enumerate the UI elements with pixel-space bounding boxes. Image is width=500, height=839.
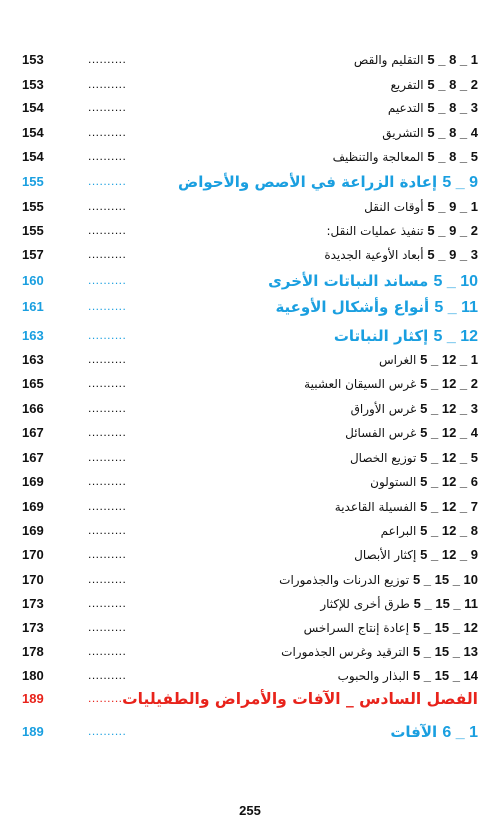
toc-leader-dots: .......... — [88, 523, 127, 537]
toc-leader-dots: .......... — [88, 125, 127, 139]
toc-title — [268, 269, 478, 293]
toc-page-number: 167 — [22, 425, 44, 440]
toc-section-number: 5 _ 11 — [434, 299, 478, 316]
toc-section-number: 5 _ 12 _ 9 — [420, 547, 478, 562]
toc-leader-dots: .......... — [88, 273, 127, 287]
toc-title — [320, 592, 478, 616]
toc-title — [381, 519, 478, 543]
toc-title — [350, 446, 478, 470]
toc-leader-dots: .......... — [88, 724, 127, 738]
toc-title — [122, 687, 478, 711]
toc-page-number: 169 — [22, 523, 44, 538]
toc-section-number: 5 _ 15 _ 13 — [412, 644, 478, 659]
toc-title-text: التشريق — [382, 126, 424, 140]
toc-entry — [0, 397, 500, 421]
toc-entry — [0, 687, 500, 711]
toc-section-number: 5 _ 8 _ 3 — [427, 100, 478, 115]
toc-title — [351, 397, 478, 421]
toc-section-number: 5 _ 12 _ 4 — [420, 425, 478, 440]
toc-leader-dots: .......... — [88, 547, 127, 561]
toc-page-number: 154 — [22, 125, 44, 140]
toc-leader-dots: .......... — [88, 149, 127, 163]
toc-entry — [0, 495, 500, 519]
toc-title-text: الغراس — [378, 353, 417, 367]
toc-leader-dots: .......... — [88, 100, 127, 114]
toc-section-number: 5 _ 12 _ 8 — [420, 523, 478, 538]
toc-title-text: طرق أخرى للإكثار — [320, 597, 410, 611]
toc-page-number: 166 — [22, 401, 44, 416]
toc-entry — [0, 720, 500, 744]
toc-entry — [0, 170, 500, 194]
toc-section-number: 5 _ 15 _ 11 — [413, 596, 478, 611]
toc-section-number: 5 _ 15 _ 12 — [412, 620, 478, 635]
toc-section-number: 5 _ 12 _ 1 — [420, 352, 478, 367]
toc-page-number: 167 — [22, 450, 44, 465]
toc-page-number: 169 — [22, 474, 44, 489]
toc-page-number: 173 — [22, 596, 44, 611]
toc-leader-dots: .......... — [88, 401, 127, 415]
toc-title — [354, 48, 478, 72]
toc-title — [370, 470, 478, 494]
toc-leader-dots: .......... — [88, 474, 127, 488]
toc-leader-dots: .......... — [88, 247, 127, 261]
toc-section-number: 5 _ 9 _ 3 — [427, 247, 478, 262]
toc-entry — [0, 195, 500, 219]
toc-section-number: 5 _ 15 _ 10 — [412, 572, 478, 587]
toc-page-number: 169 — [22, 499, 44, 514]
toc-leader-dots: .......... — [88, 572, 127, 586]
toc-page-number: 173 — [22, 620, 44, 635]
toc-title — [382, 121, 478, 145]
toc-section-number: 5 _ 10 — [433, 273, 478, 290]
toc-title-text: إكثار الأبصال — [354, 548, 417, 562]
toc-title — [304, 372, 478, 396]
toc-title — [335, 495, 478, 519]
toc-title-text: تنفيذ عمليات النقل: — [326, 224, 424, 238]
toc-entry — [0, 519, 500, 543]
toc-entry — [0, 145, 500, 169]
toc-entry — [0, 73, 500, 97]
toc-section-number: 5 _ 15 _ 14 — [412, 668, 478, 683]
toc-title-text: أوقات النقل — [364, 200, 424, 214]
toc-leader-dots: .......... — [88, 450, 127, 464]
toc-title — [327, 219, 478, 243]
toc-page-number: 154 — [22, 149, 44, 164]
toc-section-number: 5 _ 8 _ 1 — [427, 52, 478, 67]
toc-leader-dots: .......... — [88, 199, 127, 213]
toc-leader-dots: .......... — [88, 499, 127, 513]
toc-entry — [0, 640, 500, 664]
toc-page-number: 155 — [22, 174, 44, 189]
toc-title — [324, 243, 478, 267]
toc-leader-dots: .......... — [88, 174, 127, 188]
toc-page-number: 155 — [22, 199, 44, 214]
toc-page-number: 153 — [22, 77, 44, 92]
page-number: 255 — [239, 803, 261, 818]
toc-page-number: 161 — [22, 299, 44, 314]
toc-leader-dots: .......... — [88, 425, 127, 439]
toc-page-number: 153 — [22, 52, 44, 67]
toc-page-number: 178 — [22, 644, 44, 659]
toc-leader-dots: .......... — [88, 620, 127, 634]
toc-section-number: 5 _ 12 _ 2 — [420, 376, 478, 391]
toc-entry — [0, 48, 500, 72]
toc-title-text: إعادة الزراعة في الأصص والأحواض — [178, 173, 438, 191]
toc-page-number: 154 — [22, 100, 44, 115]
toc-entry — [0, 295, 500, 319]
toc-page-number: 155 — [22, 223, 44, 238]
toc-title — [275, 295, 478, 319]
toc-entry — [0, 372, 500, 396]
toc-title-text: الآفات — [390, 723, 438, 741]
toc-entry — [0, 446, 500, 470]
toc-entry — [0, 243, 500, 267]
toc-leader-dots: .......... — [88, 299, 127, 313]
toc-title-text: مساند النباتات الأخرى — [268, 272, 429, 290]
toc-title-text: التدعيم — [387, 101, 424, 115]
toc-entry — [0, 348, 500, 372]
toc-section-number: 6 _ 1 — [442, 724, 478, 741]
toc-leader-dots: .......... — [88, 376, 127, 390]
toc-leader-dots: .......... — [88, 691, 127, 705]
toc-title — [364, 195, 478, 219]
toc-section-number: 5 _ 8 _ 2 — [427, 77, 478, 92]
toc-entry — [0, 121, 500, 145]
toc-title — [334, 324, 478, 348]
toc-leader-dots: .......... — [88, 77, 127, 91]
toc-title-text: الستولون — [370, 475, 417, 489]
toc-entry — [0, 470, 500, 494]
toc-title — [178, 170, 478, 194]
toc-page-number: 180 — [22, 668, 44, 683]
toc-page-number: 165 — [22, 376, 44, 391]
toc-page-number: 163 — [22, 352, 44, 367]
toc-title — [391, 73, 478, 97]
toc-section-number: 5 _ 9 — [442, 174, 478, 191]
toc-page-number: 160 — [22, 273, 44, 288]
toc-page-number: 170 — [22, 547, 44, 562]
toc-title-text: البراعم — [380, 524, 417, 538]
toc-title-text: غرس الفسائل — [345, 426, 417, 440]
toc-entry — [0, 96, 500, 120]
toc-title — [338, 664, 478, 688]
toc-entry — [0, 543, 500, 567]
toc-title — [354, 543, 478, 567]
toc-page-number: 163 — [22, 328, 44, 343]
toc-title — [390, 720, 478, 744]
toc-leader-dots: .......... — [88, 223, 127, 237]
toc-title-text: أنواع وأشكال الأوعية — [275, 298, 430, 316]
toc-title-text: البذار والحبوب — [337, 669, 410, 683]
toc-page-number: 170 — [22, 572, 44, 587]
toc-title — [279, 568, 478, 592]
toc-title-text: غرس الأوراق — [350, 402, 417, 416]
toc-page-number: 157 — [22, 247, 44, 262]
toc-entry — [0, 269, 500, 293]
toc-leader-dots: .......... — [88, 52, 127, 66]
toc-entry — [0, 568, 500, 592]
toc-page-number: 189 — [22, 691, 44, 706]
toc-entry — [0, 421, 500, 445]
toc-title-text: غرس السيقان العشبية — [304, 377, 417, 391]
toc-title-text: التقليم والقص — [353, 53, 424, 67]
toc-entry — [0, 219, 500, 243]
toc-leader-dots: .......... — [88, 668, 127, 682]
toc-section-number: 5 _ 12 — [433, 328, 478, 345]
toc-title-text: أبعاد الأوعية الجديدة — [324, 248, 424, 262]
toc-title — [281, 640, 478, 664]
toc-leader-dots: .......... — [88, 596, 127, 610]
toc-title — [345, 421, 478, 445]
toc-entry — [0, 664, 500, 688]
toc-title-text: التفريع — [390, 78, 424, 92]
toc-leader-dots: .......... — [88, 352, 127, 366]
toc-title — [333, 145, 478, 169]
toc-section-number: 5 _ 12 _ 7 — [420, 499, 478, 514]
toc-title-text: المعالجة والتنظيف — [332, 150, 424, 164]
toc-page-number: 189 — [22, 724, 44, 739]
toc-section-number: 5 _ 12 _ 5 — [420, 450, 478, 465]
toc-title — [388, 96, 478, 120]
toc-title-text: توزيع الخصال — [349, 451, 417, 465]
toc-entry — [0, 592, 500, 616]
toc-title-text: توزيع الدرنات والجذمورات — [279, 573, 410, 587]
toc-title-text: الترقيد وغرس الجذمورات — [281, 645, 410, 659]
toc-title — [379, 348, 478, 372]
toc-entry — [0, 324, 500, 348]
toc-section-number: 5 _ 8 _ 4 — [427, 125, 478, 140]
toc-leader-dots: .......... — [88, 328, 127, 342]
toc-title-text: إكثار النباتات — [333, 327, 429, 345]
toc-title-text: الفصل السادس _ الآفات والأمراض والطفيليات — [122, 690, 478, 708]
toc-section-number: 5 _ 8 _ 5 — [427, 149, 478, 164]
toc-leader-dots: .......... — [88, 644, 127, 658]
toc-section-number: 5 _ 12 _ 3 — [420, 401, 478, 416]
toc-title-text: إعادة إنتاج السراخس — [303, 621, 410, 635]
toc-title — [304, 616, 478, 640]
toc-section-number: 5 _ 9 _ 2 — [427, 223, 478, 238]
toc-section-number: 5 _ 12 _ 6 — [420, 474, 478, 489]
toc-section-number: 5 _ 9 _ 1 — [427, 199, 478, 214]
toc-entry — [0, 616, 500, 640]
toc-title-text: الفسيلة القاعدية — [334, 500, 417, 514]
